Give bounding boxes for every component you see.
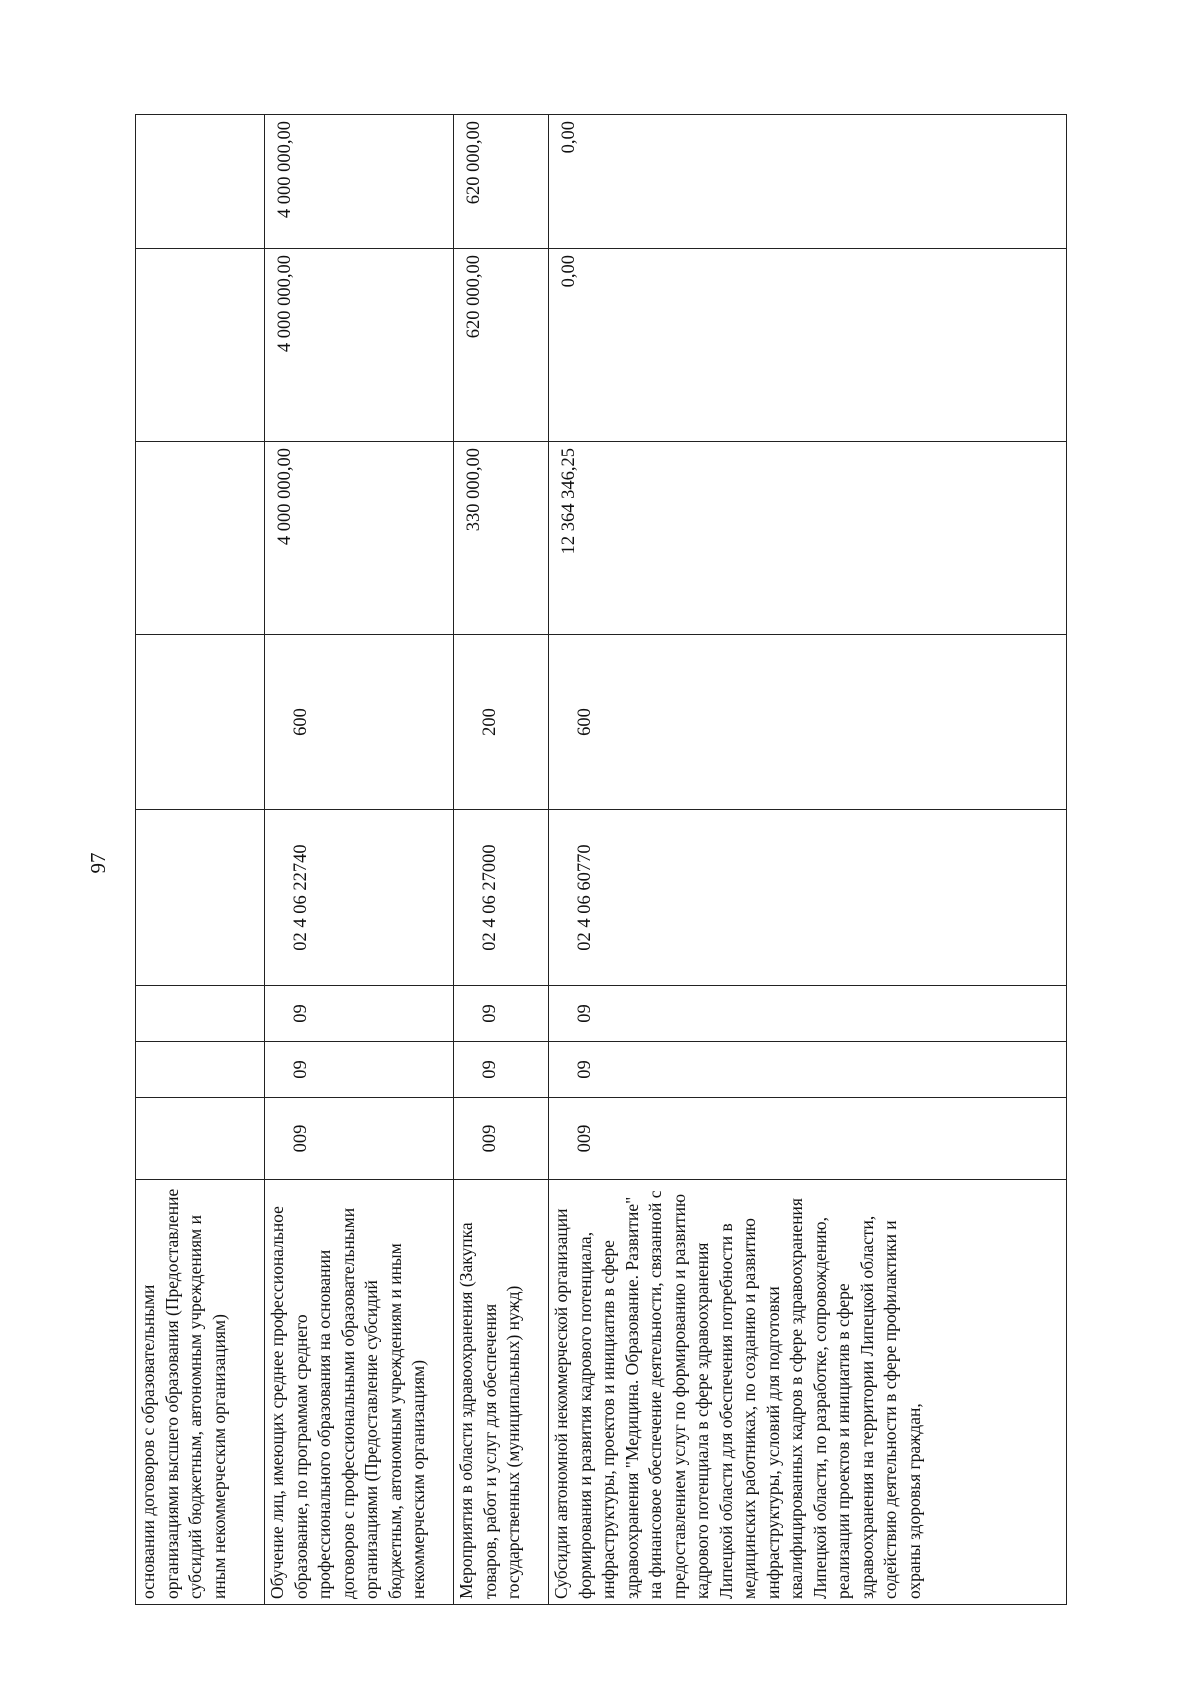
code-vr — [136, 635, 265, 810]
amount-3: 620 000,00 — [454, 115, 549, 249]
table-row — [549, 115, 1067, 1605]
code-rz: 09 — [454, 1042, 549, 1098]
amount-2 — [136, 249, 265, 442]
page-number: 97 — [86, 852, 110, 874]
code-gr: 009 — [549, 1098, 1067, 1180]
amount-3 — [136, 115, 265, 249]
code-rz: 09 — [549, 1042, 1067, 1098]
code-vr: 600 — [549, 635, 1067, 810]
amount-2: 4 000 000,00 — [265, 249, 454, 442]
code-csr: 02 4 06 22740 — [265, 810, 454, 986]
amount-3: 4 000 000,00 — [265, 115, 454, 249]
budget-table — [135, 114, 1067, 1605]
row-description: основании договоров с образовательными организациями высшего образования (Предоставление субсидий бюджетным, автономным учреждениям и иным некоммерческим организациям) — [136, 1180, 265, 1605]
row-description: Мероприятия в области здравоохранения (Закупка товаров, работ и услуг для обеспечения государственных (муниципальных) нужд) — [454, 1180, 549, 1605]
amount-1: 330 000,00 — [454, 442, 549, 635]
row-description: Субсидии автономной некоммерческой организации формирования и развития кадрового потенциала, инфраструктуры, проектов и инициатив в сфере здравоохранения "Медицина. Образование. Развитие" на финансовое обеспечение деятельности, связанной с предоставлением услуг по формированию и развитию кадрового потенциала в сфере здравоохранения Липецкой области для обеспечения потребности в медицинских работниках, по созданию и развитию инфраструктуры, условий для подготовки квалифицированных кадров в сфере здравоохранения Липецкой области, по разработке, сопровождению, реализации проектов и инициатив в сфере здравоохранения на территории Липецкой области, содействию деятельности в сфере профилактики и охраны здоровья граждан, — [549, 1180, 1067, 1605]
row-description: Обучение лиц, имеющих среднее профессиональное образование, по программам среднего профессионального образования на основании договоров с профессиональными образовательными организациями (Предоставление субсидий бюджетным, автономным учреждениям и иным некоммерческим организациям) — [265, 1180, 454, 1605]
amount-2: 0,00 — [549, 249, 1067, 442]
code-pr: 09 — [454, 986, 549, 1042]
amount-3: 0,00 — [549, 115, 1067, 249]
amount-1: 4 000 000,00 — [265, 442, 454, 635]
code-gr: 009 — [265, 1098, 454, 1180]
code-gr — [136, 1098, 265, 1180]
table-row — [454, 115, 549, 1605]
amount-1: 12 364 346,25 — [549, 442, 1067, 635]
code-rz: 09 — [265, 1042, 454, 1098]
table-row — [265, 115, 454, 1605]
amount-1 — [136, 442, 265, 635]
table-frame — [135, 115, 1105, 1605]
code-vr: 200 — [454, 635, 549, 810]
amount-2: 620 000,00 — [454, 249, 549, 442]
code-csr: 02 4 06 60770 — [549, 810, 1067, 986]
code-csr — [136, 810, 265, 986]
code-pr: 09 — [549, 986, 1067, 1042]
code-vr: 600 — [265, 635, 454, 810]
table-row — [136, 115, 265, 1605]
code-pr: 09 — [265, 986, 454, 1042]
code-rz — [136, 1042, 265, 1098]
code-gr: 009 — [454, 1098, 549, 1180]
code-pr — [136, 986, 265, 1042]
code-csr: 02 4 06 27000 — [454, 810, 549, 986]
